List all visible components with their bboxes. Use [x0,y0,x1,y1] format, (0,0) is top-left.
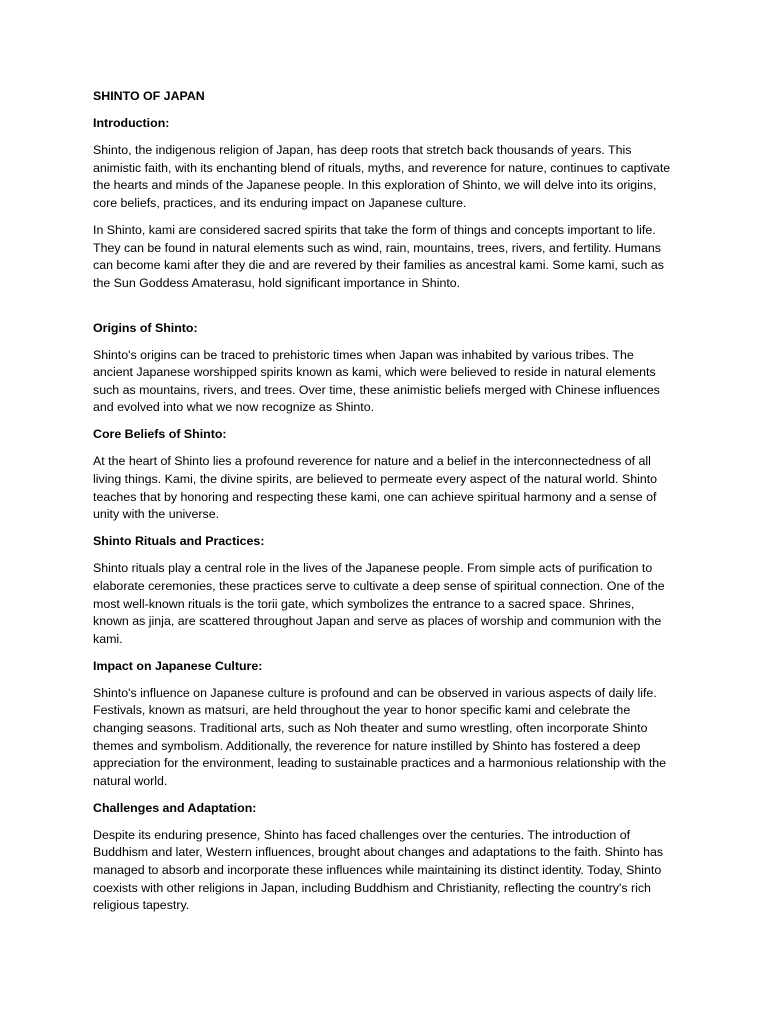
blank-line [93,302,672,320]
rituals-paragraph: Shinto rituals play a central role in the lives of the Japanese people. From simple acts of purification to elaborate ceremonies, these practices serve to cultivate a deep sense of spiritual connection. One of the most well-known rituals is the torii gate, which symbolizes the entrance to a sacred space. Shrines, known as jinja, are scattered throughout Japan and serve as places of worship and communion with the kami. [93,561,665,646]
document-title: SHINTO OF JAPAN [93,89,205,103]
introduction-paragraph-2: In Shinto, kami are considered sacred spirits that take the form of things and concepts important to life. They can be found in natural elements such as wind, rain, mountains, trees, rivers, and fertility. Humans can become kami after they die and are revered by their families as ancestral kami. Some kami, such as the Sun Goddess Amaterasu, hold significant importance in Shinto. [93,222,664,290]
core-beliefs-paragraph: At the heart of Shinto lies a profound reverence for nature and a belief in the interconnectedness of all living things. Kami, the divine spirits, are believed to permeate every aspect of the natural world. Shinto teaches that by honoring and respecting these kami, one can achieve spiritual harmony and a sense of unity with the universe. [93,454,658,522]
challenges-paragraph: Despite its enduring presence, Shinto has faced challenges over the centuries. The introduction of Buddhism and later, Western influences, brought about changes and adaptations to the faith. Shinto has managed to absorb and incorporate these influences while maintaining its distinct identity. Today, Shinto coexists with other religions in Japan, including Buddhism and Christianity, reflecting the country's rich religious tapestry. [93,827,664,913]
impact-paragraph: Shinto's influence on Japanese culture is profound and can be observed in various aspects of daily life. Festivals, known as matsuri, are held throughout the year to honor specific kami and celebrate the changing seasons. Traditional arts, such as Noh theater and sumo wrestling, often incorporate Shinto themes and symbolism. Additionally, the reverence for nature instilled by Shinto has fostered a deep appreciation for the environment, leading to sustainable practices and a harmonious relationship with the natural world. [93,685,667,788]
introduction-paragraph-1: Shinto, the indigenous religion of Japan, has deep roots that stretch back thousands of years. This animistic faith, with its enchanting blend of rituals, myths, and reverence for nature, continues to captivate the hearts and minds of the Japanese people. In this exploration of Shinto, we will delve into its origins, core beliefs, practices, and its enduring impact on Japanese culture. [93,143,671,210]
section-heading-rituals: Shinto Rituals and Practices: [93,534,265,549]
section-heading-core-beliefs: Core Beliefs of Shinto: [93,427,227,442]
section-heading-origins: Origins of Shinto: [93,320,198,335]
section-heading-challenges: Challenges and Adaptation: [93,800,257,815]
section-heading-impact: Impact on Japanese Culture: [93,658,263,673]
origins-paragraph: Shinto's origins can be traced to prehistoric times when Japan was inhabited by various tribes. The ancient Japanese worshipped spirits known as kami, which were believed to reside in natural elements such as mountains, rivers, and trees. Over time, these animistic beliefs merged with Chinese influences and evolved into what we now recognize as Shinto. [93,347,660,415]
section-heading-introduction: Introduction: [93,116,170,131]
